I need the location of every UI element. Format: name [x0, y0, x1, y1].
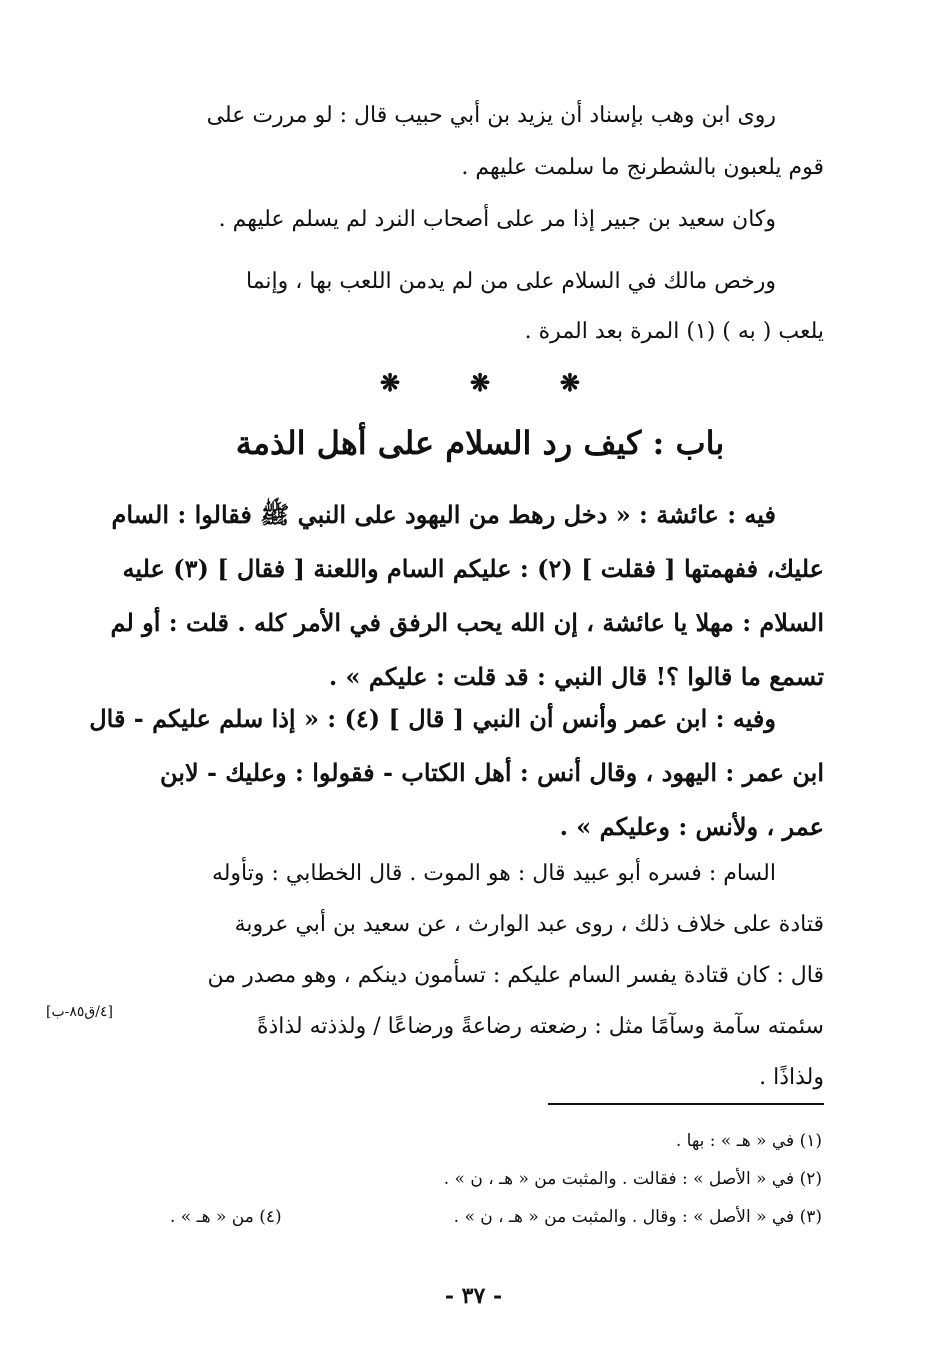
text-line: سئمته سآمة وسآمًا مثل : رضعته رضاعةً ورضاعًا / ولذذته لذاذةً — [256, 1014, 824, 1039]
paragraph-commentary — [138, 848, 824, 1103]
paragraph-malik — [138, 257, 824, 357]
manuscript-folio-note: [٤/ق٨٥-ب] — [46, 1004, 114, 1020]
paragraph-ibn-wahb — [138, 90, 824, 194]
hadith-aisha — [110, 488, 824, 704]
footnote-row-3-4 — [170, 1198, 822, 1236]
text-line: تسمع ما قالوا ؟! قال النبي : قد قلت : عليكم » . — [328, 662, 824, 691]
paragraph-said-ibn-jubayr — [138, 195, 824, 245]
text-line: السام : فسره أبو عبيد قال : هو الموت . قال الخطابي : وتأوله — [211, 861, 776, 886]
chapter-heading: باب : كيف رد السلام على أهل الذمة — [235, 424, 725, 462]
text-line: عليك، ففهمتها [ فقلت ] (٢) : عليكم السام واللعنة [ فقال ] (٣) عليه — [122, 554, 824, 583]
footnote-4: (٤) من « هـ » . — [170, 1207, 282, 1227]
text-line: قال : كان قتادة يفسر السام عليكم : تسأمون دينكم ، وهو مصدر من — [207, 963, 824, 988]
text-line: فيه : عائشة : « دخل رهط من اليهود على النبي ﷺ فقالوا : السام — [111, 500, 776, 529]
asterism-icon: ❋ — [380, 368, 401, 397]
hadith-ibn-umar-anas — [89, 692, 824, 854]
page-number: - ٣٧ - — [444, 1283, 503, 1309]
footnote-2: (٢) في « الأصل » : فقالت . والمثبت من « هـ ، ن » . — [443, 1169, 822, 1189]
text-line: يلعب ( به ) (١) المرة بعد المرة . — [524, 319, 824, 344]
text-line: قوم يلعبون بالشطرنج ما سلمت عليهم . — [461, 155, 824, 180]
footnote-1: (١) في « هـ » : بها . — [675, 1131, 822, 1151]
text-line: ابن عمر : اليهود ، وقال أنس : أهل الكتاب - فقولوا : وعليك - لابن — [160, 758, 824, 787]
text-line: روى ابن وهب بإسناد أن يزيد بن أبي حبيب قال : لو مررت على — [206, 103, 776, 128]
footnote-divider — [548, 1103, 824, 1105]
text-line: وكان سعيد بن جبير إذا مر على أصحاب النرد لم يسلم عليهم . — [218, 207, 776, 232]
text-line: قتادة على خلاف ذلك ، روى عبد الوارث ، عن سعيد بن أبي عروبة — [234, 912, 824, 937]
text-line: وفيه : ابن عمر وأنس أن النبي [ قال ] (٤) : « إذا سلم عليكم - قال — [89, 704, 776, 733]
text-line: ورخص مالك في السلام على من لم يدمن اللعب بها ، وإنما — [246, 269, 776, 294]
text-line: ولذاذًا . — [759, 1065, 824, 1090]
asterism-icon: ❋ — [469, 368, 491, 397]
asterism-icon: ❋ — [559, 368, 580, 397]
footnote-3: (٣) في « الأصل » : وقال . والمثبت من « هـ ، ن » . — [453, 1207, 822, 1227]
text-line: عمر ، ولأنس : وعليكم » . — [559, 812, 824, 841]
text-line: السلام : مهلا يا عائشة ، إن الله يحب الرفق في الأمر كله . قلت : أو لم — [110, 608, 824, 637]
section-separator — [380, 368, 580, 397]
